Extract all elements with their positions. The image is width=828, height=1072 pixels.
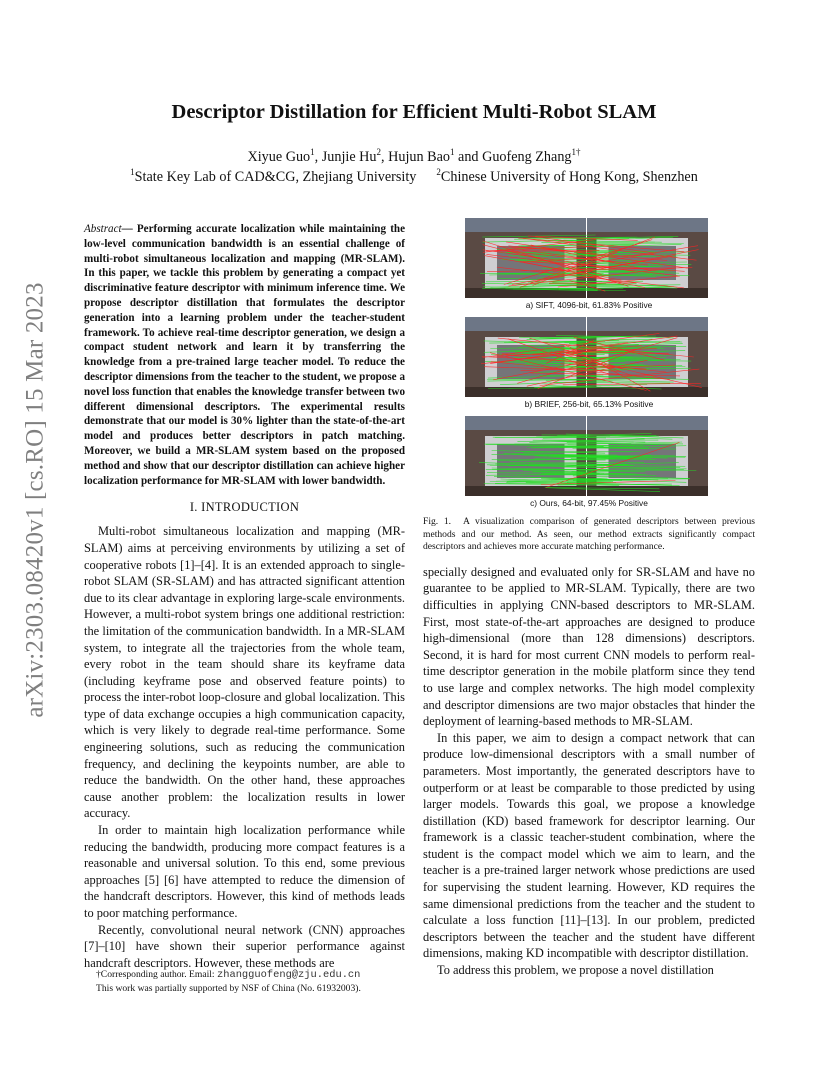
abstract-lead: Abstract: [84, 223, 122, 235]
subcaption-sift: a) SIFT, 4096-bit, 61.83% Positive: [525, 300, 653, 310]
footnote-label: †Corresponding author. Email:: [96, 969, 217, 980]
scene-sky: [587, 416, 709, 430]
paper-title: Descriptor Distillation for Efficient Multi-Robot SLAM: [171, 101, 657, 123]
footnote: [84, 968, 405, 995]
footnote-support: This work was partially supported by NSF of China (No. 61932003).: [96, 983, 361, 994]
figure-caption: [423, 516, 755, 554]
body-paragraph: Multi-robot simultaneous localization and mapping (MR-SLAM) aims at perceiving environments by utilizing a set of cooperative robots [1]–[4]. It is an extended approach to single-robot SLAM (SR-SLAM) and has attracted significant attention due to its clear advantage in exploring large-scale environments. However, a multi-robot system brings one additional restriction: the limitation of the communication bandwidth. In a MR-SLAM system, to integrate all the trajectories from the whole team, every robot in the team should share its keyframe data (including keyframe pose and observed feature points) to process the inter-robot loop-closure and global localization. This type of data exchange occupies a high communication capacity, which is very likely to degrade real-time performance. Some engineering solutions, such as reducing the communication frequency, and declining the keypoints number, are able to reduce the bandwidth. On the other hand, these approaches cause another problem: the localization results in lower accuracy.: [84, 524, 405, 821]
subcaption-ours: c) Ours, 64-bit, 97.45% Positive: [530, 498, 648, 508]
left-column: [84, 222, 405, 971]
author-name: Guofeng Zhang: [482, 149, 572, 165]
body-paragraph: In this paper, we aim to design a compact network that can produce low-dimensional descriptors with a small number of parameters. Most importantly, the generated descriptors have to outperform or at least be comparable to those predicted by using larger models. Towards this goal, we propose a knowledge distillation (KD) based framework for descriptor learning. Our framework is a classic teacher-student combination, where the student is the compact model which we aim to learn, and the teacher is a pre-trained larger network whose predictions are used for supervising the student learning. However, KD requires the same dimensional predictions from the teacher and the student to calculate a loss function [11]–[13]. In our problem, predicted descriptors between the teacher and the student have different dimensions, making KD incompatible with descriptor distillation.: [423, 730, 755, 961]
arxiv-stamp-text: arXiv:2303.08420v1 [cs.RO] 15 Mar 2023: [22, 282, 50, 718]
scene-ground: [465, 387, 587, 397]
section-heading: I. INTRODUCTION: [189, 500, 300, 515]
abstract-text: — Performing accurate localization while maintaining the low-level communication bandwidth is an essential challenge of multi-robot simultaneous localization and mapping (MR-SLAM). In this paper, we tackle this problem by generating a compact yet discriminative feature descriptor with minimum inference time. We propose descriptor distillation that formulates the descriptor generation into a learning problem under the teacher-student framework. To achieve real-time descriptor generation, we design a compact student network and learn it by transferring the knowledge from a pre-trained large teacher model. To reduce the descriptor dimensions from the teacher to the student, we propose a novel loss function that enables the knowledge transfer between two different dimensional descriptors. The experimental results demonstrate that our model is 30% lighter than the state-of-the-art model and produces better descriptors in patch matching. Moreover, we build a MR-SLAM system based on the proposed method and show that our descriptor distillation can achieve higher localization performance for MR-SLAM with lower bandwidth.: [84, 223, 405, 487]
scene-sky: [465, 218, 587, 232]
affiliation: State Key Lab of CAD&CG, Zhejiang University: [134, 169, 417, 185]
author-name: Junjie Hu: [321, 149, 377, 165]
author-mark: 2: [376, 147, 382, 157]
affiliation: Chinese University of Hong Kong, Shenzhen: [440, 169, 698, 185]
email-address: zhangguofeng@zju.edu.cn: [216, 969, 361, 981]
match-visualization-ours: [465, 416, 708, 496]
author-separator: ,: [381, 149, 389, 165]
body-paragraph: To address this problem, we propose a novel distillation: [437, 963, 714, 978]
body-paragraph: In order to maintain high localization performance while reducing the bandwidth, producing more compact features is a reasonable and universal solution. To this end, some previous approaches [5] [6] have attempted to reduce the dimension of the handcraft descriptors. However, this kind of methods leads to poor matching performance.: [84, 823, 405, 920]
match-visualization-sift: [465, 218, 708, 298]
author-name: Xiyue Guo: [247, 149, 311, 165]
author-mark: 1†: [571, 147, 581, 157]
author-separator: and: [454, 149, 483, 165]
scene-ground: [587, 288, 709, 298]
figure-panel-brief: [465, 317, 708, 397]
affiliation-line: [80, 168, 748, 186]
figure-panel-sift: [465, 218, 708, 298]
abstract: [84, 222, 405, 488]
footnote-corresponding: [84, 968, 405, 982]
scene-sky: [587, 218, 709, 232]
figure-panel-ours: [465, 416, 708, 496]
figure-1: [423, 218, 755, 508]
subcaption-brief: b) BRIEF, 256-bit, 65.13% Positive: [524, 399, 654, 409]
body-paragraph: specially designed and evaluated only for SR-SLAM and have no guarantee to be applied to MR-SLAM. Typically, there are two difficulties in applying CNN-based descriptors to MR-SLAM. First, most state-of-the-art approaches are designed to produce high-dimensional (more than 128 dimensions) descriptors. Second, it is hard for most current CNN models to perform real-time descriptor generation in the mobile platform since they tend to use large and complex networks. The high model complexity and descriptor dimensions are two major obstacles that hinder the deployment of learning-based methods to MR-SLAM.: [423, 564, 755, 729]
match-visualization-brief: [465, 317, 708, 397]
body-paragraph: Recently, convolutional neural network (CNN) approaches [7]–[10] have shown their superior performance against handcraft descriptors. However, these methods are: [84, 922, 405, 970]
author-name: Hujun Bao: [388, 149, 450, 165]
scene-sky: [465, 416, 587, 430]
affiliation-mark: 2: [436, 167, 441, 177]
scene-sky: [587, 317, 709, 331]
figure-label: Fig. 1.: [423, 516, 452, 527]
author-mark: 1: [449, 147, 455, 157]
author-separator: ,: [314, 149, 322, 165]
author-mark: 1: [310, 147, 315, 157]
scene-sky: [465, 317, 587, 331]
author-list: [80, 148, 748, 166]
figure-caption-text: A visualization comparison of generated descriptors between previous methods and our method. As seen, our method extracts significantly compact descriptors and achieves more accurate matching performance.: [423, 516, 755, 553]
affiliation-mark: 1: [130, 167, 135, 177]
right-column: [423, 218, 755, 979]
arxiv-stamp: [6, 282, 66, 718]
